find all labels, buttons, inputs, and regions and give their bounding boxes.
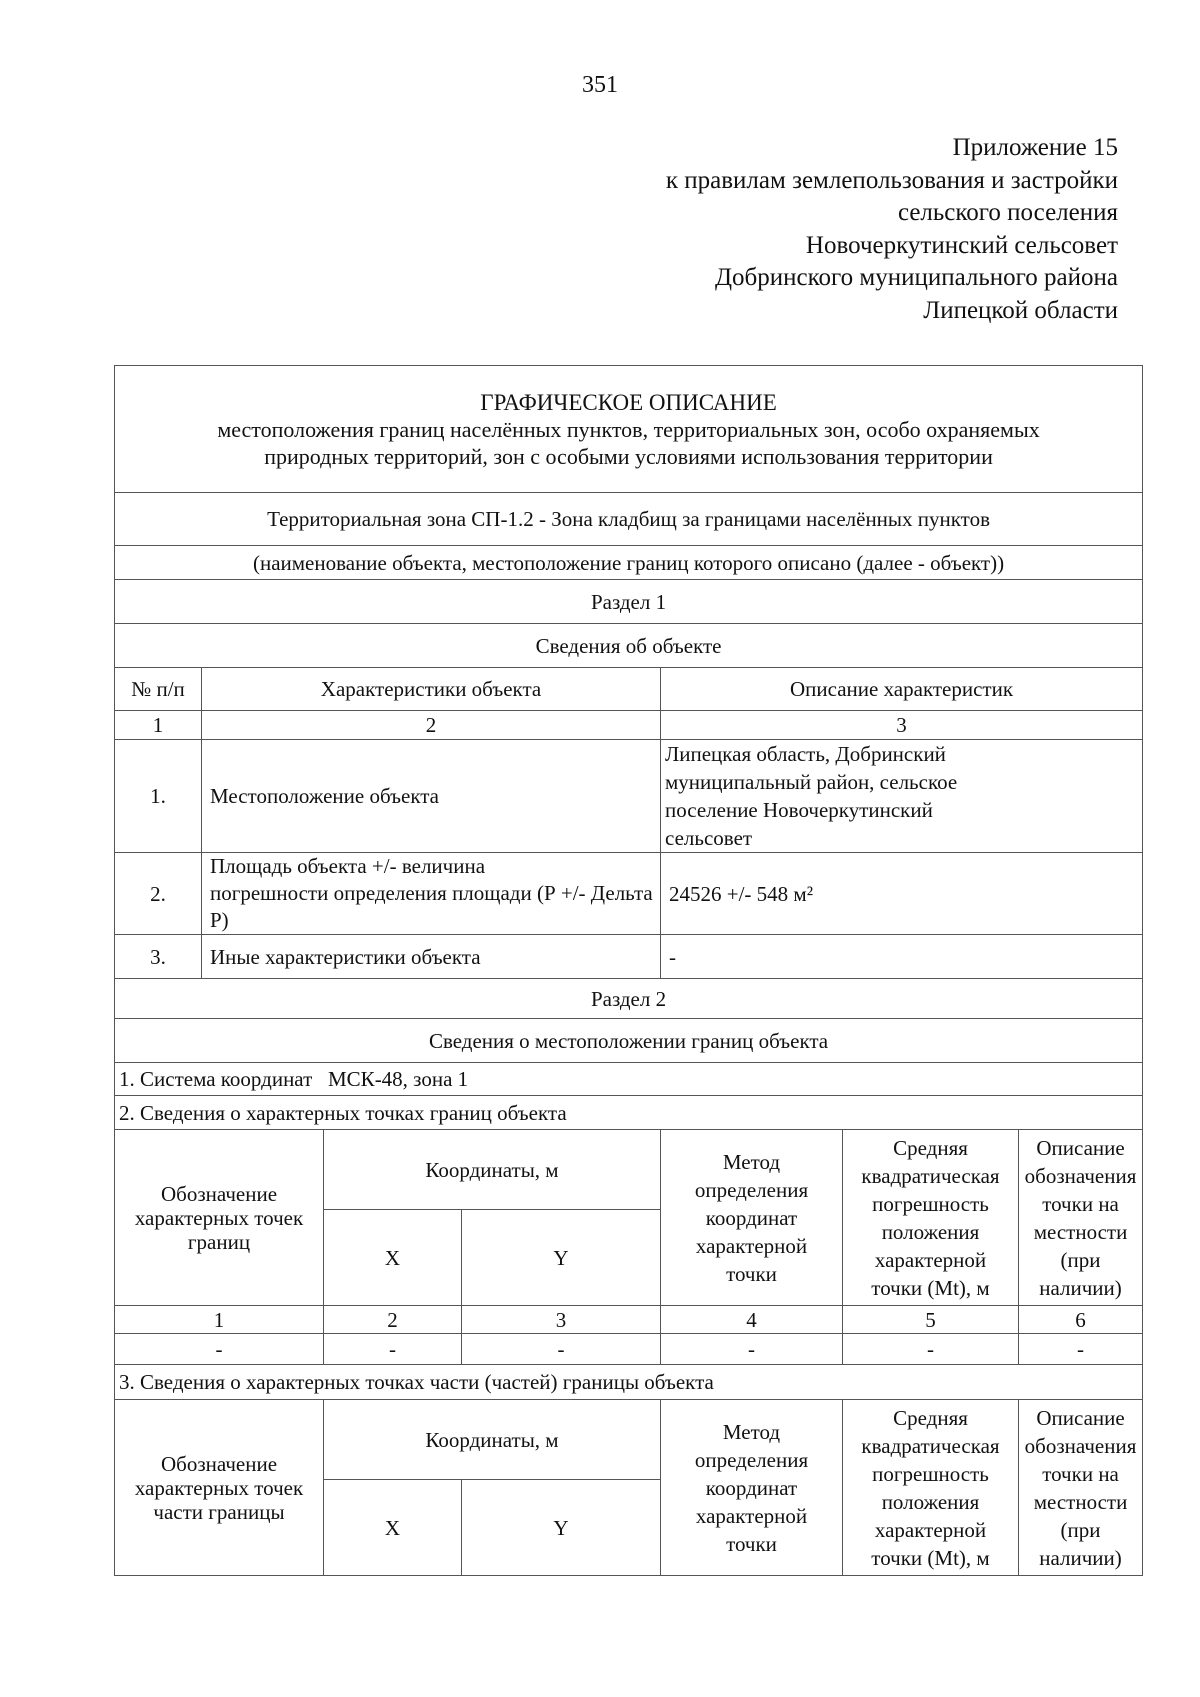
header-line: положения — [881, 1489, 980, 1514]
header-line: определения — [694, 1447, 809, 1472]
header-line: точки (Mt), м — [871, 1275, 990, 1300]
header-line: обозначения — [1024, 1163, 1137, 1188]
empty-cell: - — [843, 1334, 1019, 1365]
row-characteristic: Иные характеристики объекта — [202, 935, 661, 979]
parts-col-y: Y — [462, 1480, 661, 1576]
row-description: - — [661, 935, 1143, 979]
column-header-characteristic: Характеристики объекта — [202, 668, 661, 711]
header-line: наличии) — [1039, 1275, 1122, 1300]
header-line: точки (Mt), м — [871, 1545, 990, 1570]
points-col-y: Y — [462, 1210, 661, 1306]
column-header-num: № п/п — [115, 668, 202, 711]
graphic-description-table — [114, 365, 1143, 1576]
appendix-line: Новочеркутинский сельсовет — [805, 231, 1118, 259]
header-line: местности (при — [1033, 1219, 1128, 1272]
table-row — [115, 935, 1143, 979]
header-line: Средняя — [893, 1135, 968, 1160]
appendix-line: Приложение 15 — [952, 134, 1118, 161]
parts-coords-header: Координаты, м — [324, 1400, 661, 1480]
document-subtitle-line: природных территорий, зон с особыми условиями использования территории — [264, 443, 993, 469]
row-characteristic: Местоположение объекта — [202, 740, 661, 853]
header-line: характерных точек — [134, 1205, 304, 1230]
header-line: Обозначение — [160, 1181, 278, 1206]
header-line: части границы — [153, 1499, 285, 1524]
row-description: 24526 +/- 548 м² — [661, 853, 1143, 935]
table-row — [115, 853, 1143, 935]
header-line: обозначения — [1024, 1433, 1137, 1458]
description-line: поселение Новочеркутинский — [665, 798, 933, 822]
header-line: Описание — [1036, 1405, 1125, 1430]
column-number: 4 — [661, 1306, 843, 1334]
document-header — [115, 366, 1143, 493]
row-number: 1. — [115, 740, 202, 853]
section2-subtitle: Сведения о местоположении границ объекта — [115, 1019, 1143, 1063]
appendix-line: Липецкой области — [923, 296, 1118, 324]
empty-cell: - — [1019, 1334, 1143, 1365]
header-line: Средняя — [893, 1405, 968, 1430]
header-line: характерной — [695, 1233, 808, 1258]
header-line: характерной — [695, 1503, 808, 1528]
page-number: 351 — [582, 72, 618, 98]
header-line: местности (при — [1033, 1489, 1128, 1542]
document-subtitle-line: местоположения границ населённых пунктов, территориальных зон, особо охраняемых — [217, 416, 1040, 442]
table-row — [115, 1334, 1143, 1365]
description-line: сельсовет — [665, 826, 753, 850]
header-line: Метод — [722, 1419, 781, 1444]
header-line: характерных точек — [134, 1475, 304, 1500]
header-line: характерной — [874, 1517, 987, 1542]
row-description — [661, 740, 1143, 853]
header-line: определения — [694, 1177, 809, 1202]
points-col-x: X — [324, 1210, 462, 1306]
row-number: 3. — [115, 935, 202, 979]
header-line: положения — [881, 1219, 980, 1244]
coordinate-system: 1. Система координат МСК-48, зона 1 — [115, 1063, 1143, 1096]
table-row — [115, 740, 1143, 853]
empty-cell: - — [324, 1334, 462, 1365]
points-coords-header: Координаты, м — [324, 1130, 661, 1210]
header-line: погрешность — [872, 1461, 989, 1486]
appendix-block — [518, 132, 1118, 327]
section1-title: Раздел 1 — [115, 580, 1143, 624]
header-line: точки на — [1042, 1191, 1119, 1216]
characteristic-line: погрешности определения площади (Р +/- Дельта Р) — [210, 881, 653, 932]
column-number: 1 — [115, 711, 202, 740]
header-line: погрешность — [872, 1191, 989, 1216]
column-number: 2 — [324, 1306, 462, 1334]
points-col-description — [1019, 1130, 1143, 1306]
object-caption: (наименование объекта, местоположение границ которого описано (далее - объект)) — [115, 546, 1143, 580]
header-line: Обозначение — [160, 1451, 278, 1476]
points-col-error — [843, 1130, 1019, 1306]
header-line: квадратическая — [861, 1163, 1000, 1188]
column-number: 3 — [661, 711, 1143, 740]
header-line: границ — [187, 1229, 251, 1254]
points-col-designation — [115, 1130, 324, 1306]
header-line: координат — [705, 1205, 798, 1230]
header-line: Описание — [1036, 1135, 1125, 1160]
header-line: точки — [726, 1531, 777, 1556]
appendix-line: к правилам землепользования и застройки — [665, 166, 1118, 194]
object-name: Территориальная зона СП-1.2 - Зона кладбищ за границами населённых пунктов — [115, 493, 1143, 546]
column-header-description: Описание характеристик — [661, 668, 1143, 711]
column-number: 1 — [115, 1306, 324, 1334]
column-number: 2 — [202, 711, 661, 740]
points-title: 2. Сведения о характерных точках границ объекта — [115, 1096, 1143, 1130]
appendix-line: Добринского муниципального района — [714, 264, 1118, 291]
header-line: наличии) — [1039, 1545, 1122, 1570]
parts-col-method — [661, 1400, 843, 1576]
parts-col-x: X — [324, 1480, 462, 1576]
header-line: Метод — [722, 1149, 781, 1174]
description-line: муниципальный район, сельское — [665, 770, 958, 794]
header-line: характерной — [874, 1247, 987, 1272]
header-line: квадратическая — [861, 1433, 1000, 1458]
document-title: ГРАФИЧЕСКОЕ ОПИСАНИЕ — [480, 389, 777, 415]
row-characteristic — [202, 853, 661, 935]
characteristic-line: Площадь объекта +/- величина — [210, 854, 486, 878]
parts-col-error — [843, 1400, 1019, 1576]
parts-col-designation — [115, 1400, 324, 1576]
empty-cell: - — [115, 1334, 324, 1365]
row-number: 2. — [115, 853, 202, 935]
parts-col-description — [1019, 1400, 1143, 1576]
column-number: 6 — [1019, 1306, 1143, 1334]
column-number: 3 — [462, 1306, 661, 1334]
description-line: Липецкая область, Добринский — [665, 742, 946, 766]
column-number: 5 — [843, 1306, 1019, 1334]
header-line: координат — [705, 1475, 798, 1500]
section1-subtitle: Сведения об объекте — [115, 624, 1143, 668]
parts-title: 3. Сведения о характерных точках части (частей) границы объекта — [115, 1365, 1143, 1400]
points-col-method — [661, 1130, 843, 1306]
header-line: точки на — [1042, 1461, 1119, 1486]
header-line: точки — [726, 1261, 777, 1286]
appendix-line: сельского поселения — [897, 199, 1118, 226]
empty-cell: - — [462, 1334, 661, 1365]
empty-cell: - — [661, 1334, 843, 1365]
section2-title: Раздел 2 — [115, 979, 1143, 1019]
